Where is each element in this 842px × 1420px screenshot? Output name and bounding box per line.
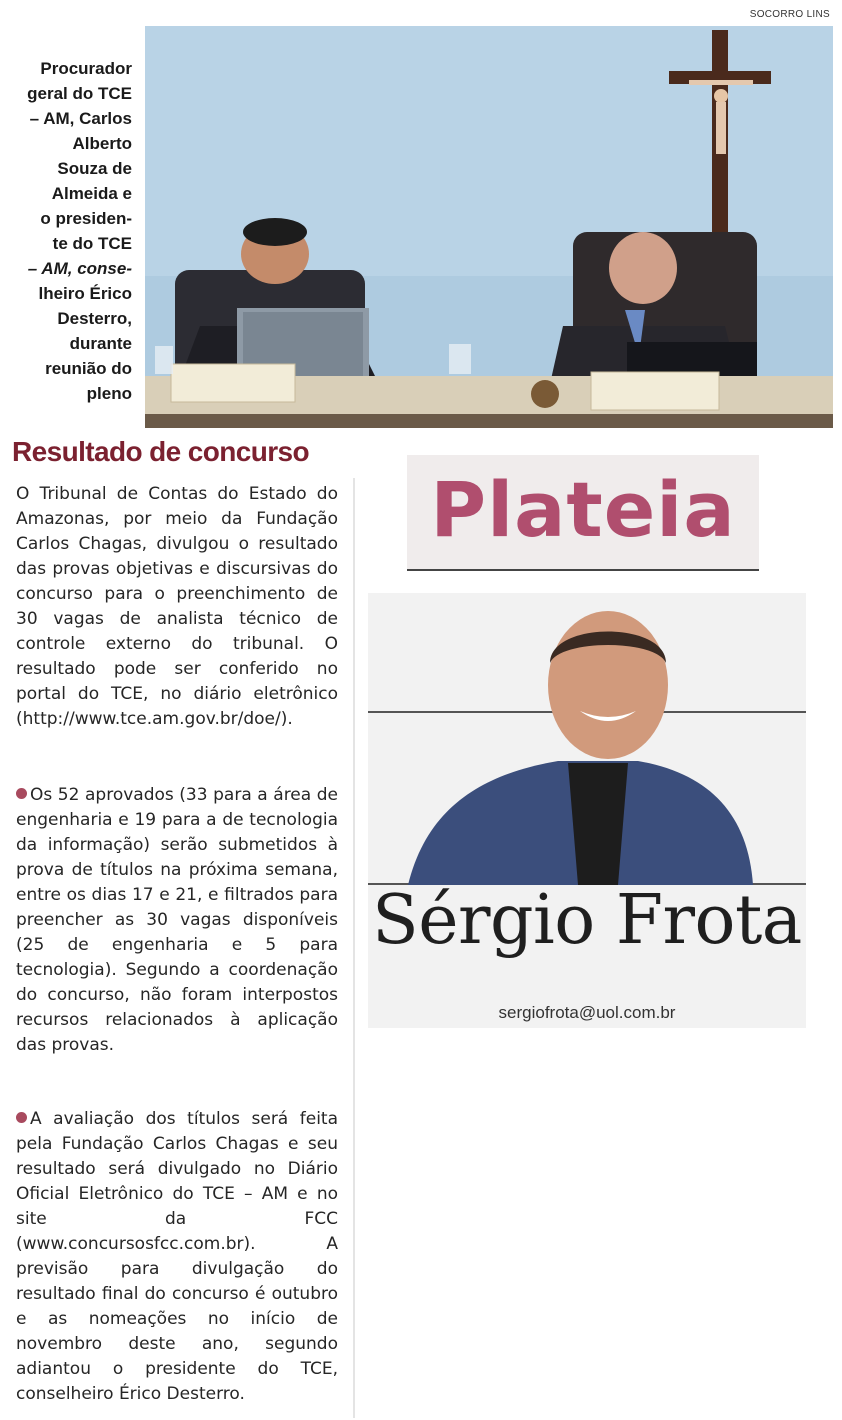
caption-line: – AM, Carlos xyxy=(29,109,132,128)
caption-line: Souza de xyxy=(57,159,132,178)
article-paragraph: O Tribunal de Contas do Estado do Amazonas, por meio da Fundação Carlos Chagas, divulgou o resultado das provas objetivas e discursivas do concurso para o preenchimento de 30 vagas de analista técnico de controle externo do tribunal. O resultado pode ser conferido no portal do TCE, no diário eletrônico (http://www.tce.am.gov.br/doe/). xyxy=(16,484,338,729)
caption-line: geral do TCE xyxy=(27,84,132,103)
article-paragraph-bulleted xyxy=(16,1107,338,1407)
tribunal-session-photo xyxy=(145,26,833,428)
caption-line: o presiden- xyxy=(40,209,132,228)
article-headline: Resultado de concurso xyxy=(12,436,310,467)
columnist-box xyxy=(368,593,806,1028)
columnist-name: Sérgio Frota xyxy=(372,881,802,960)
article-paragraph-bulleted xyxy=(16,783,338,1058)
column-divider xyxy=(353,478,355,1418)
caption-line: – AM, conse- xyxy=(27,259,132,278)
photo-credit: SOCORRO LINS xyxy=(749,9,830,20)
paragraph-text: Os 52 aprovados (33 para a área de engenharia e 19 para a de tecnologia da informação) serão submetidos à prova de títulos na próxima semana, entre os dias 17 e 21, e filtrados para preencher as 30 vagas disponíveis (25 de engenharia e 5 para tecnologia). Segundo a coordenação do concurso, não foram interpostos recursos relacionados à aplicação das provas. xyxy=(16,785,338,1055)
columnist-portrait xyxy=(368,593,806,893)
caption-line: Alberto xyxy=(72,134,132,153)
caption-line: Almeida e xyxy=(51,184,132,203)
caption-line: Desterro, xyxy=(57,309,132,328)
caption-line: reunião do xyxy=(45,359,132,378)
caption-line: Procurador xyxy=(40,59,132,78)
columnist-email: sergiofrota@uol.com.br xyxy=(498,1003,676,1022)
bullet-icon xyxy=(16,788,27,799)
paragraph-text: A avaliação dos títulos será feita pela Fundação Carlos Chagas e seu resultado será divulgado no Diário Oficial Eletrônico do TCE – AM e no site da FCC (www.concursosfcc.com.br). A previsão para divulgação do resultado final do concurso é outubro e as nomeações no início de novembro deste ano, segundo adiantou o presidente do TCE, conselheiro Érico Desterro. xyxy=(16,1109,338,1404)
caption-line: durante xyxy=(69,334,132,353)
column-title-box xyxy=(407,455,759,571)
caption-line: pleno xyxy=(86,384,132,403)
column-title: Plateia xyxy=(430,465,736,554)
photo-caption xyxy=(8,56,132,406)
caption-line: te do TCE xyxy=(52,234,132,253)
caption-line: lheiro Érico xyxy=(38,284,132,303)
bullet-icon xyxy=(16,1112,27,1123)
